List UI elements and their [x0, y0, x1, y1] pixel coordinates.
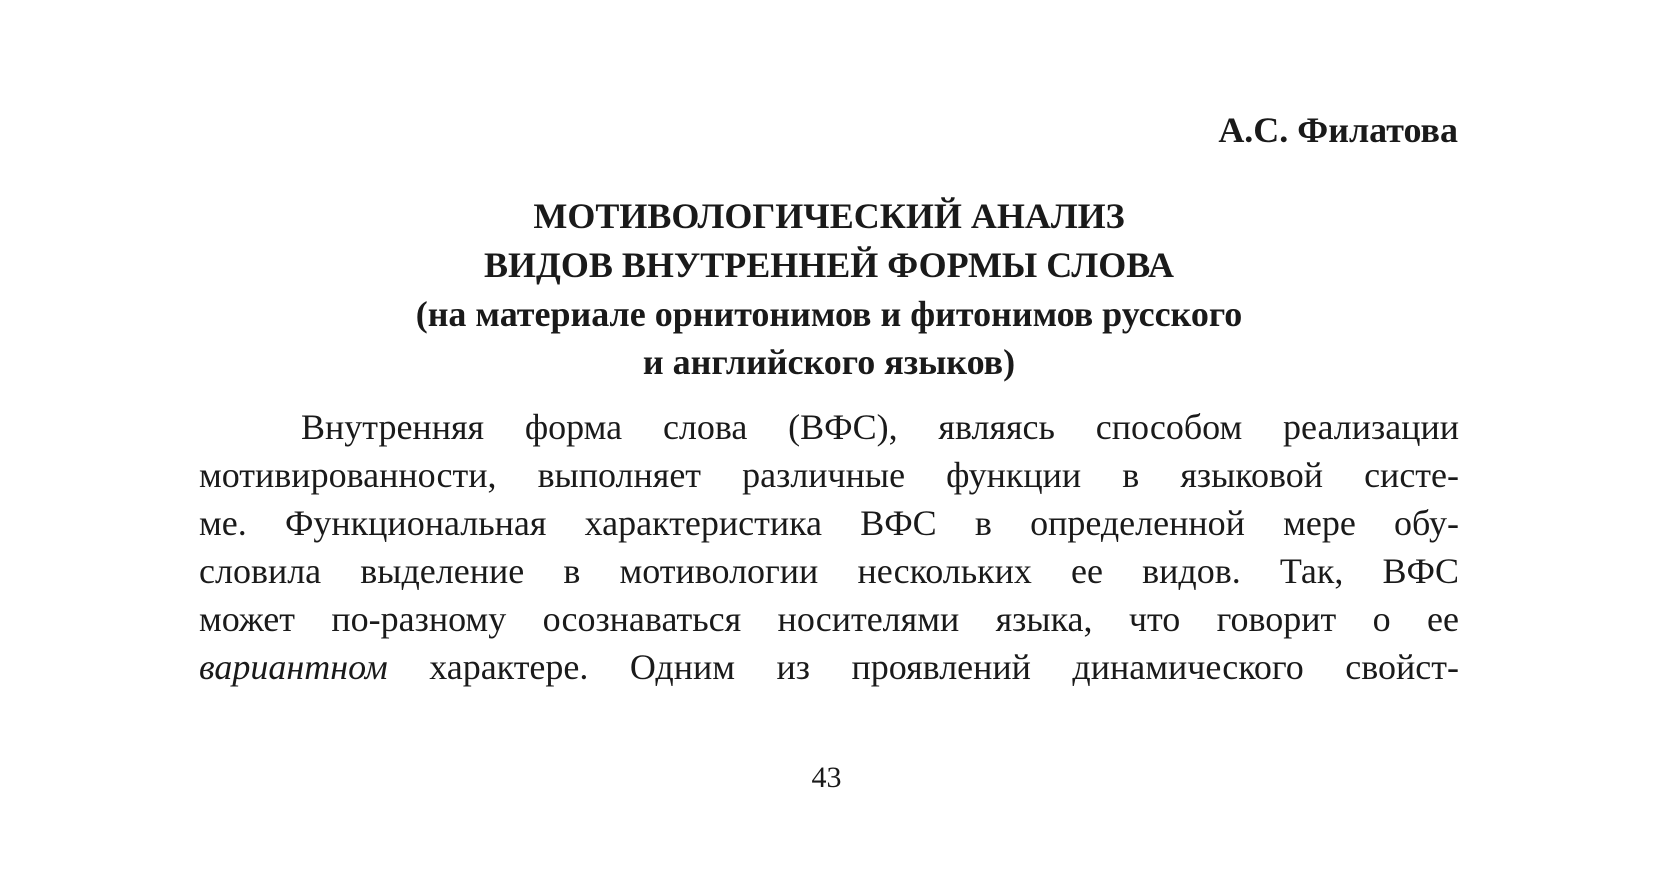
title-line: МОТИВОЛОГИЧЕСКИЙ АНАЛИЗ [533, 196, 1125, 236]
paragraph-line: может по-разному осознаваться носителями языка, что говорит о ее [199, 599, 1459, 639]
paragraph-line-rest: характере. Одним из проявлений динамического свойст- [387, 647, 1459, 687]
author-name: А.С. Филатова [1218, 110, 1458, 150]
paragraph-line [199, 643, 1459, 691]
italic-term: вариантном [199, 647, 388, 687]
paragraph-line: ме. Функциональная характеристика ВФС в определенной мере обу- [199, 503, 1459, 543]
page-number: 43 [811, 761, 842, 794]
subtitle-line: и английского языков) [642, 342, 1016, 382]
paragraph-line: словила выделение в мотивологии нескольких ее видов. Так, ВФС [199, 551, 1459, 591]
article-title [199, 192, 1459, 386]
paragraph-line: Внутренняя форма слова (ВФС), являясь способом реализации [301, 407, 1459, 447]
subtitle-line: (на материале орнитонимов и фитонимов русского [415, 294, 1243, 334]
body-paragraph [199, 403, 1459, 691]
title-line: ВИДОВ ВНУТРЕННЕЙ ФОРМЫ СЛОВА [484, 245, 1174, 285]
paragraph-line: мотивированности, выполняет различные функции в языковой систе- [199, 455, 1459, 495]
